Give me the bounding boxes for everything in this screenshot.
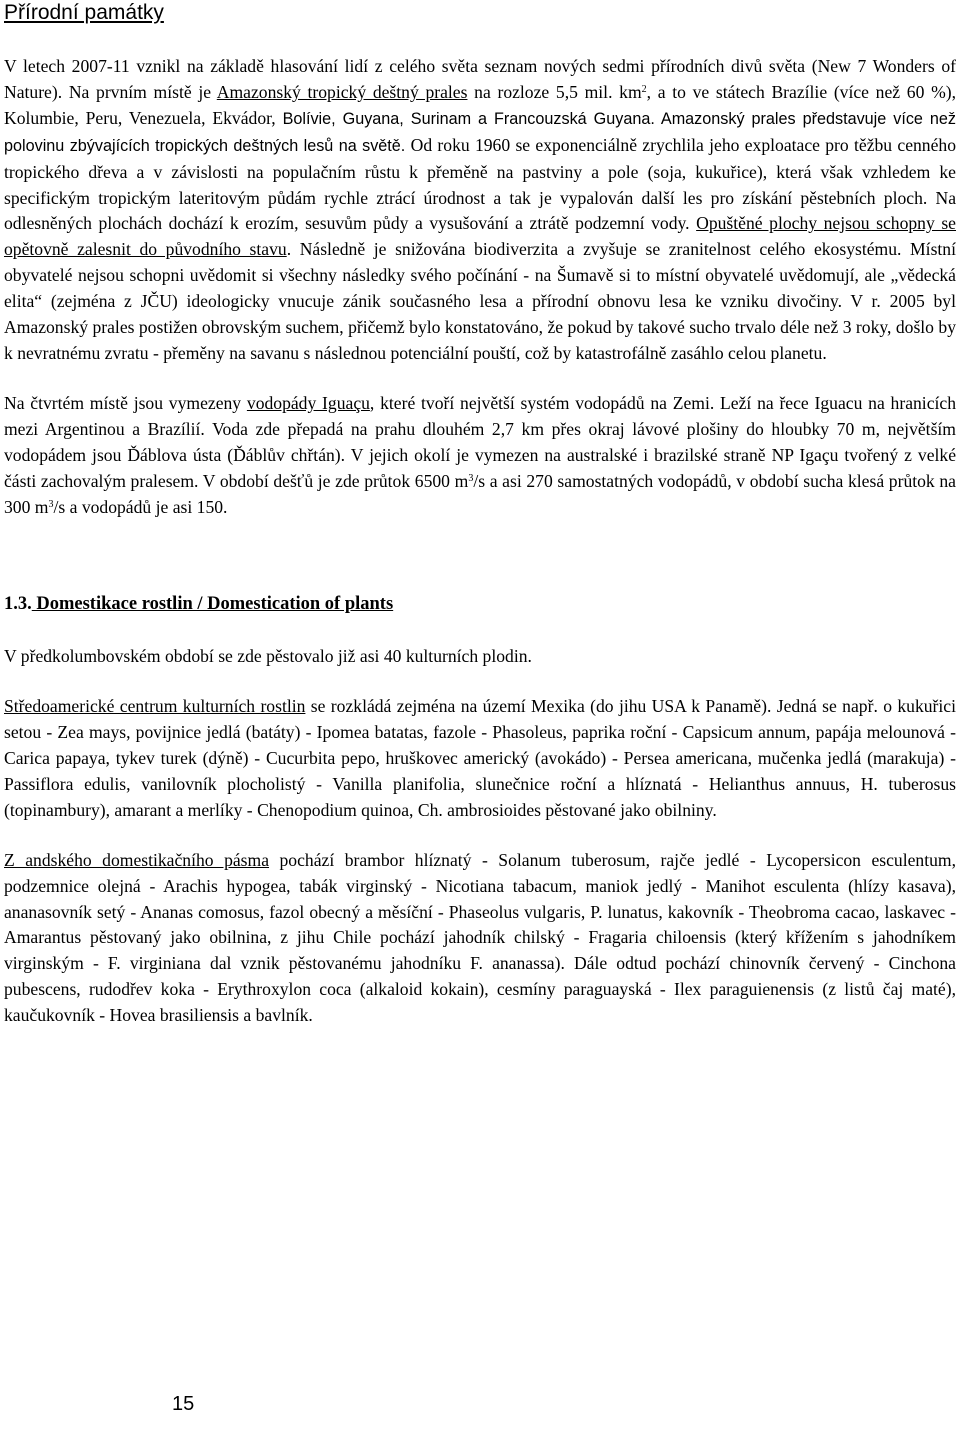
text: V letech 2007-11 vznikl na základě hlasování lidí z celého světa seznam nových sedmi přírodních divů světa (New 7 Wonders of Nature). Na prvním místě je [4, 56, 956, 102]
superscript: 2 [641, 83, 647, 95]
section-title: Domestikace rostlin / Domestication of plants [31, 594, 394, 615]
underlined-text: Z andského domestikačního pásma [4, 849, 270, 870]
text: Od roku 1960 se exponenciálně zrychlila jeho exploatace pro těžbu cenného tropického dřeva a v závislosti na populačním růstu k přeměně na pastviny a pole (soja, kukuřice), která však vzhledem ke specifickým tropickým lateritovým půdám rychle ztrácí úrodnost a tak je vypalován další les pro získání pěstebních ploch. Na odlesněných plochách dochází k erozím, sesuvům půdy a vysušování a ztrátě podzemní vody. [4, 134, 957, 234]
underlined-text: Středoamerické centrum kulturních rostlin [4, 696, 306, 717]
text: /s a asi 270 samostatných vodopádů, v období sucha klesá průtok na 300 m [4, 470, 956, 517]
text: na rozloze 5,5 mil. km [467, 81, 642, 102]
section-heading [4, 592, 956, 618]
superscript: 3 [468, 472, 474, 484]
text: , které tvoří největší systém vodopádů na Zemi. Leží na řece Iguacu na hranicích mezi Argentinou a Brazílií. Voda zde přepadá na prahu dlouhém 2,7 km přes okraj lávové plošiny do hloubky 70 m, největším vodopádem jsou Ďáblova ústa (Ďáblův chřtán). V jejich okolí je vymezen na australské i brazilské straně NP Igaçu tvořený z velké části zachovalým pralesem. V období dešťů je zde průtok 6500 m [4, 392, 956, 491]
document-page [4, 0, 956, 1029]
text: se rozkládá zejména na území Mexika (do jihu USA k Panamě). Jedná se např. o kukuřici setou - Zea mays, povijnice jedlá (batáty) - Ipomea batatas, fazole - Phasoleus, paprika roční - Capsicum annum, papája melounová - Carica papaya, tykev turek (dýně) - Cucurbita pepo, hruškovec americký (avokádo) - Persea americana, mučenka jedlá (marakuja) - Passiflora edulis, vanilovník plocholistý - Vanilla planifolia, slunečnice roční a hlíznatá - Helianthus annuus, H. tuberosus (topinambury), amarant a merlíky - Chenopodium quinoa, Ch. ambrosioides pěstované jako obilniny. [4, 696, 956, 820]
link-amazon-rainforest[interactable]: Amazonský tropický deštný prales [216, 81, 468, 102]
paragraph-andes [4, 848, 956, 1029]
underlined-text: Opuštěné plochy nejsou schopny se opětovně zalesnit do původního stavu [4, 213, 956, 260]
paragraph-precolumbian: V předkolumbovském období se zde pěstovalo již asi 40 kulturních plodin. [4, 646, 532, 667]
section-number: 1.3. [4, 594, 32, 615]
text: . Následně je snižována biodiverzita a zvyšuje se zranitelnost celého ekosystému. Místní obyvatelé nejsou schopni uvědomit si všechny následky svého počínání - na Šumavě si to místní obyvatelé uvědomují, ale „vědecká elita“ (zejména z JČU) ideologicky vnucuje zánik současného lesa a přírodní obnovu lesa ke vzniku divočiny. V r. 2005 byl Amazonský prales postižen obrovským suchem, přičemž bylo konstatováno, že pokud by takové sucho trvalo déle než 3 roky, došlo by k nevratnému zvratu - přeměny na savanu s následnou potenciální pouští, což by katastrofálně zasáhlo celou planetu. [4, 239, 956, 363]
text: /s a vodopádů je asi 150. [53, 496, 228, 517]
paragraph-mesoamerica [4, 694, 956, 824]
link-iguacu-falls[interactable]: vodopády Iguaçu [246, 392, 370, 413]
text: pochází brambor hlíznatý - Solanum tuberosum, rajče jedlé - Lycopersicon esculentum, podzemnice olejná - Arachis hypogea, tabák virginský - Nicotiana tabacum, maniok jedlý - Manihot esculenta (hlízy kasava), ananasovník setý - Ananas comosus, fazol obecný a měsíční - Phaseolus vulgaris, P. lunatus, kakovník - Theobroma cacao, laskavec - Amarantus pěstovaný jako obilnina, z jihu Chile pochází jahodník chilský - Fragaria chiloensis (který křížením s jahodníkem virginským - F. virginiana dal vznik pěstovanému jahodníku F. ananassa). Dále odtud pochází chinovník červený - Cinchona pubescens, rudodřev koka - Erythroxylon coca (alkaloid kokain), cesmíny paraguayská - Ilex paraguienensis (z listů čaj maté), kaučukovník - Hovea brasiliensis a bavlník. [4, 849, 956, 1026]
text: , a to ve státech Brazílie (více než 60 %), Kolumbie, Peru, Venezuela, Ekvádor, [4, 81, 956, 128]
superscript: 3 [48, 498, 54, 510]
paragraph-iguacu [4, 391, 956, 521]
page-number: 15 [172, 1393, 195, 1415]
paragraph-amazon [4, 54, 956, 367]
text: Na čtvrtém místě jsou vymezeny [4, 392, 247, 413]
text-sans: Bolívie, Guyana, Surinam a Francouzská Guyana. Amazonský prales představuje více než polovinu zbývajících tropických deštných lesů na světě. [4, 109, 956, 155]
page-heading: Přírodní památky [4, 1, 164, 24]
